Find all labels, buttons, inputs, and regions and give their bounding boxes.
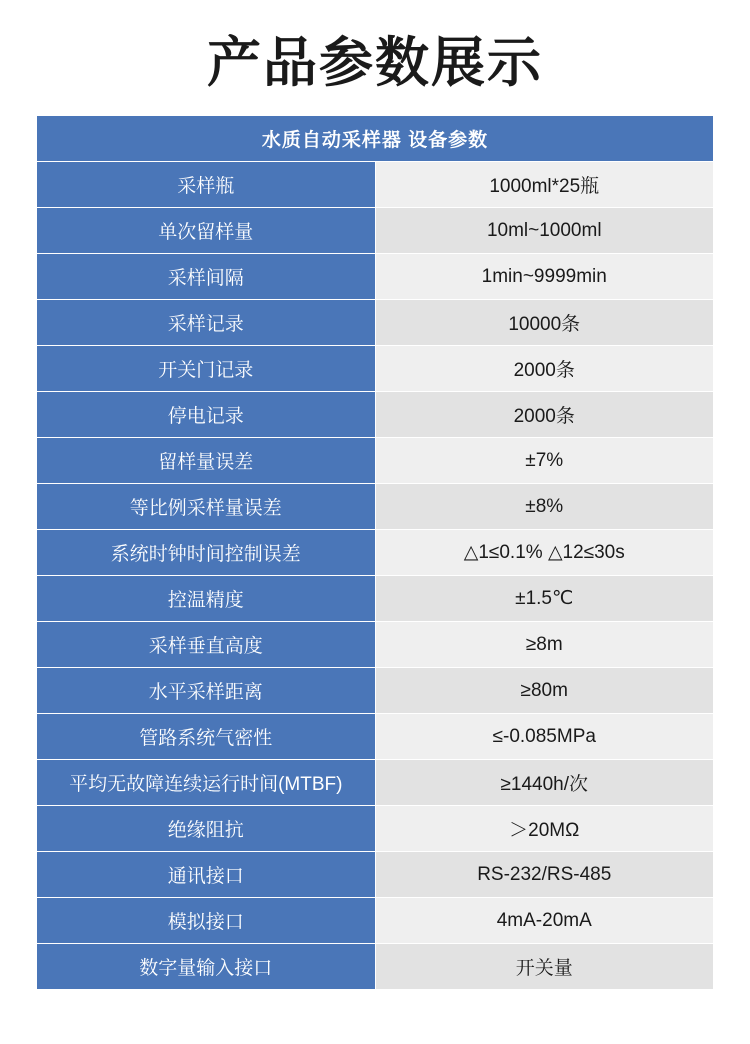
parameter-label: 留样量误差 (37, 438, 376, 484)
parameter-value: 2000条 (375, 346, 714, 392)
parameter-label: 模拟接口 (37, 898, 376, 944)
parameter-value: 2000条 (375, 392, 714, 438)
table-header-title: 水质自动采样器 设备参数 (37, 116, 714, 162)
parameter-value: ≥8m (375, 622, 714, 668)
parameter-table (36, 115, 714, 990)
parameter-label: 开关门记录 (37, 346, 376, 392)
parameter-label: 控温精度 (37, 576, 376, 622)
parameter-label: 系统时钟时间控制误差 (37, 530, 376, 576)
table-row (37, 622, 714, 668)
table-row (37, 576, 714, 622)
parameter-value: ±7% (375, 438, 714, 484)
table-row (37, 162, 714, 208)
table-row (37, 392, 714, 438)
parameter-label: 单次留样量 (37, 208, 376, 254)
table-header-row (37, 116, 714, 162)
parameter-value: ±1.5℃ (375, 576, 714, 622)
parameter-label: 绝缘阻抗 (37, 806, 376, 852)
parameter-table-container (36, 115, 714, 990)
parameter-value: 10000条 (375, 300, 714, 346)
table-row (37, 300, 714, 346)
parameter-label: 通讯接口 (37, 852, 376, 898)
parameter-value: 4mA-20mA (375, 898, 714, 944)
table-row (37, 254, 714, 300)
parameter-label: 停电记录 (37, 392, 376, 438)
table-row (37, 208, 714, 254)
table-row (37, 806, 714, 852)
parameter-label: 管路系统气密性 (37, 714, 376, 760)
table-row (37, 714, 714, 760)
parameter-label: 水平采样距离 (37, 668, 376, 714)
parameter-label: 数字量输入接口 (37, 944, 376, 990)
parameter-value: 1000ml*25瓶 (375, 162, 714, 208)
table-row (37, 668, 714, 714)
table-row (37, 944, 714, 990)
parameter-value: 10ml~1000ml (375, 208, 714, 254)
parameter-value: ±8% (375, 484, 714, 530)
parameter-value: ＞20MΩ (375, 806, 714, 852)
parameter-value: ≤-0.085MPa (375, 714, 714, 760)
table-row (37, 898, 714, 944)
parameter-value: RS-232/RS-485 (375, 852, 714, 898)
parameter-label: 等比例采样量误差 (37, 484, 376, 530)
table-row (37, 852, 714, 898)
parameter-value: △1≤0.1% △12≤30s (375, 530, 714, 576)
parameter-value: 开关量 (375, 944, 714, 990)
parameter-value: ≥80m (375, 668, 714, 714)
parameter-label: 采样瓶 (37, 162, 376, 208)
parameter-value: ≥1440h/次 (375, 760, 714, 806)
table-row (37, 760, 714, 806)
table-row (37, 530, 714, 576)
page-title: 产品参数展示 (207, 33, 543, 93)
table-row (37, 346, 714, 392)
parameter-label: 采样垂直高度 (37, 622, 376, 668)
parameter-label: 采样间隔 (37, 254, 376, 300)
parameter-label: 平均无故障连续运行时间(MTBF) (37, 760, 376, 806)
parameter-table-body (37, 116, 714, 990)
parameter-value: 1min~9999min (375, 254, 714, 300)
table-row (37, 438, 714, 484)
table-row (37, 484, 714, 530)
parameter-label: 采样记录 (37, 300, 376, 346)
